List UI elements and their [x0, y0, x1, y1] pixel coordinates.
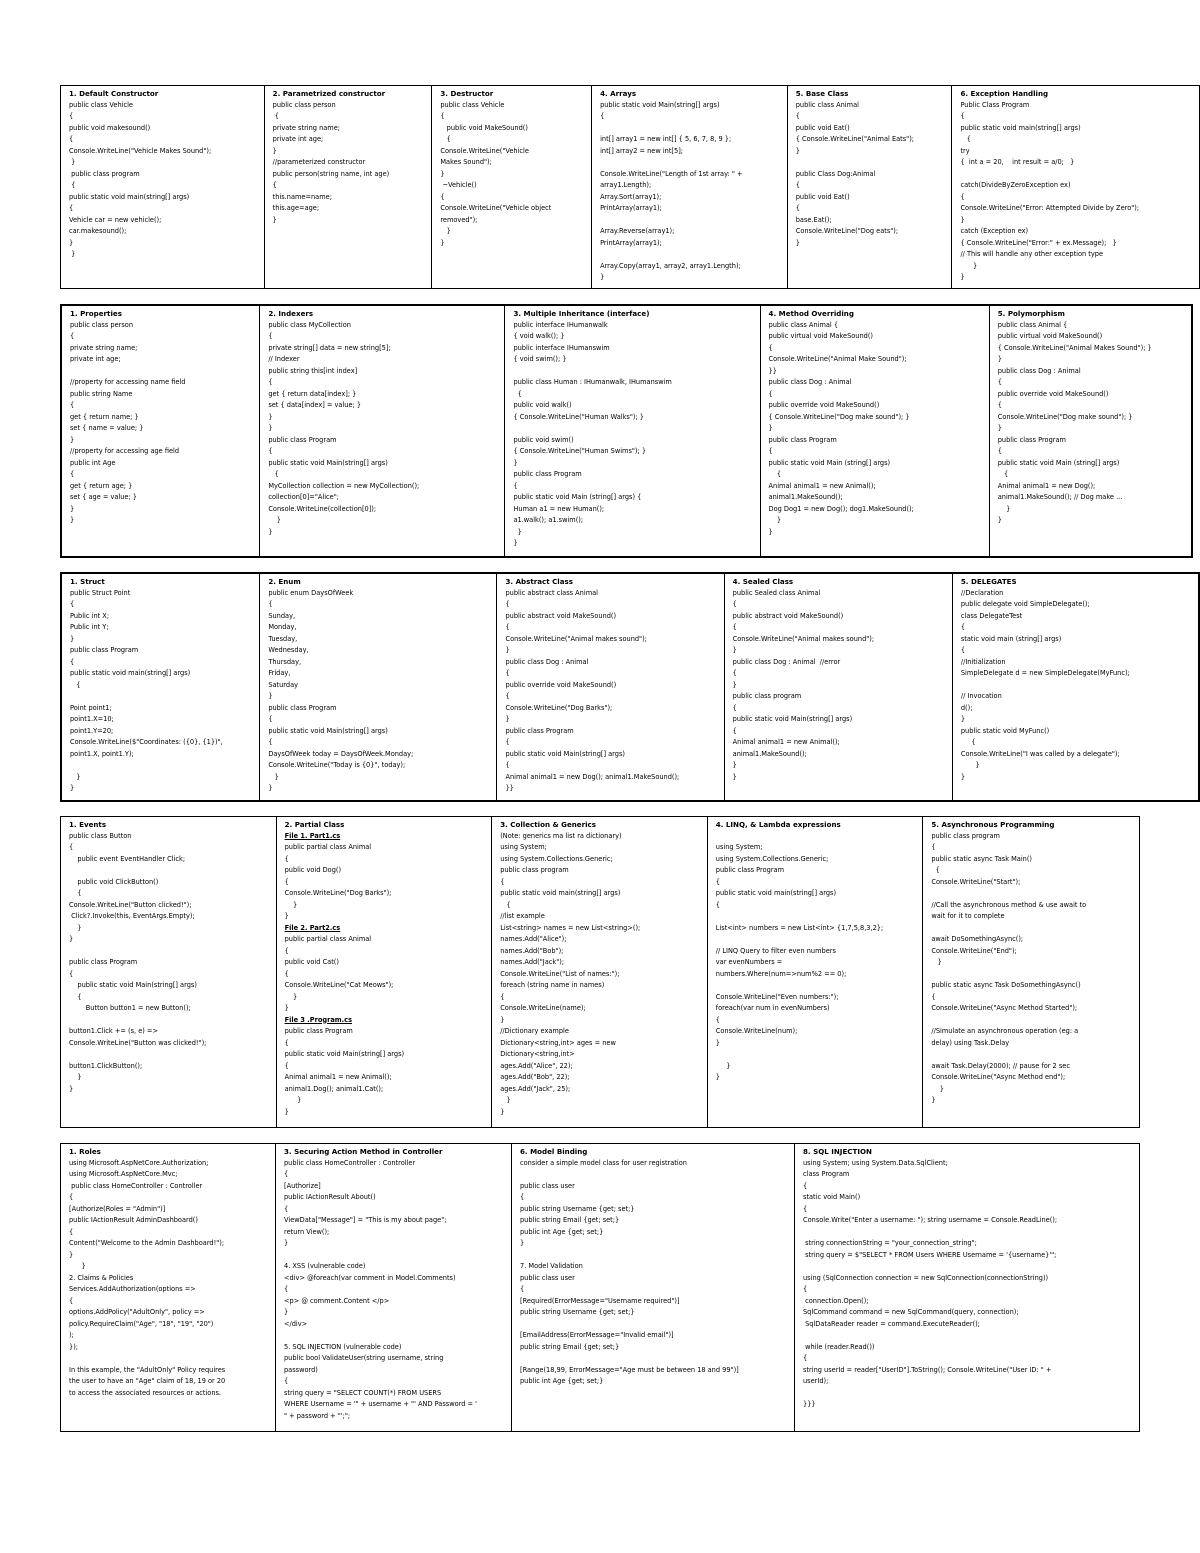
- code-snippet: (Note: generics ma list ra dictionary) using System; using System.Collections.Generic; public class program { public static void main(string[] args) { //list example List<string> names = new List<string>(); names.Add("Alice"); names.Add("Bob"); names.Add("Jack"); Console.WriteLine("List of names:"); foreach (string name in names) { Console.WriteLine(name); } //Dictionary example Dictionary<string,int> ages = new Dictionary<string,int> ages.Add("Alice", 22); ages.Add("Bob", 22); ages.Add("Jack", 25); } }: [500, 831, 641, 1116]
- card-method-overriding: [761, 306, 990, 556]
- card-linq-lambda: [708, 817, 924, 1127]
- code-snippet: public Sealed class Animal { public abstract void MakeSound() { Console.WriteLine("Animal makes sound"); } public class Dog : Animal //error { } public class program { public static void Main(string[] args) { Animal animal1 = new Animal(); animal1.MakeSound(); } }: [732, 588, 875, 781]
- card-model-binding: [512, 1144, 795, 1431]
- card-indexers: [260, 306, 505, 556]
- code-snippet: public class Vehicle { public void makesound() { Console.WriteLine("Vehicle Makes Sound"); } public class program { public static void main(string[] args) { Vehicle car = new vehicle(); car.makesound(); } }: [69, 100, 212, 258]
- card-properties: [62, 306, 260, 556]
- card-title: 4. Method Overriding: [768, 309, 854, 318]
- card-title: 6. Exception Handling: [960, 89, 1049, 98]
- section-row-4: [60, 816, 1140, 1128]
- card-events: [61, 817, 277, 1127]
- card-title: 3. Multiple Inheritance (interface): [513, 309, 650, 318]
- card-title: 1. Events: [69, 820, 107, 829]
- card-title: 3. Collection & Generics: [500, 820, 596, 829]
- code-snippet: public interface IHumanwalk { void walk(); } public interface IHumanswim { void swim(); } public class Human : IHumanwalk, IHumanswim { public void walk() { Console.WriteLine("Human Walks"); } public void swim() { Console.WriteLine("Human Swims"); } } public class Program { public static void Main (string[] args) { Human a1 = new Human(); a1.walk(); a1.swim(); } }: [513, 320, 672, 547]
- card-title: 8. SQL INJECTION: [803, 1147, 872, 1156]
- code-snippet: public class Animal { public virtual void MakeSound() { Console.WriteLine("Animal Make Sound"); }} public class Dog : Animal { public override void MakeSound() { Console.WriteLine("Dog make sound"); } } public class Program { public static void Main (string[] args) { Animal animal1 = new Animal(); animal1.MakeSound(); Dog Dog1 = new Dog(); dog1.MakeSound(); } }: [768, 320, 914, 536]
- code-snippet: using Microsoft.AspNetCore.Authorization; using Microsoft.AspNetCore.Mvc; public class HomeController : Controller { [Authorize(Roles = "Admin")] public IActionResult AdminDashboard() { Content("Welcome to the Admin Dashboard!"); } } 2. Claims & Policies Services.AddAuthorization(options => { options.AddPolicy("AdultOnly", policy => policy.RequireClaim("Age", "18", "19", "20") ); }); In this example, the "AdultOnly" Policy requires the user to have an "Age" claim of 18, 19 or 20 to access the associated resources or actions.: [69, 1158, 226, 1397]
- file-label: File 3 .Program.cs: [284, 1015, 353, 1024]
- section-row-1: [60, 85, 1200, 289]
- card-delegates: [953, 574, 1198, 800]
- card-title: 3. Abstract Class: [505, 577, 573, 586]
- card-title: 5. DELEGATES: [960, 577, 1017, 586]
- code-snippet: Public Class Program { public static void main(string[] args) { try { int a = 20, int result = a/0; } catch(DivideByZeroException ex) { Console.WriteLine("Error: Attempted Divide by Zero"); } catch (Exception ex) { Console.WriteLine("Error:" + ex.Message); } // This will handle any other exception type } }: [960, 100, 1140, 281]
- code-snippet: using System; using System.Collections.Generic; public class Program { public static void main(string[] args) { List<int> numbers = new List<int> {1,7,5,8,3,2}; // LINQ Query to filter even numbers var evenNumbers = numbers.Where(num=>num%2 == 0); Console.WriteLine("Even numbers:"); foreach(var num in evenNumbers) { Console.WriteLine(num); } } }: [715, 843, 884, 1081]
- code-snippet: public class MyCollection { private string[] data = new string[5]; // Indexer public string this[int index] { get { return data[index]; } set { data[index] = value; } } } public class Program { public static void Main(string[] args) { MyCollection collection = new MyCollection(); collection[0]="Alice"; Console.WriteLine(collection[0]); } }: [268, 320, 420, 536]
- code-snippet: public class HomeController : Controller { [Authorize] public IActionResult About() { ViewData["Message"] = "This is my about page"; return View(); } 4. XSS (vulnerable code) <div> @foreach(var comment in Model.Comments) { <p> @ comment.Content </p> } </div> 5. SQL INJECTION (vulnerable code) public bool ValidateUser(string username, string password) { string query = "SELECT COUNT(*) FROM USERS WHERE Username = '" + username + "' AND Password = ' " + password + "';";: [284, 1158, 477, 1420]
- card-exception-handling: [952, 86, 1199, 288]
- code-snippet: public enum DaysOfWeek { Sunday, Monday, Tuesday, Wednesday, Thursday, Friday, Saturday } public class Program { public static void Main(string[] args) { DaysOfWeek today = DaysOfWeek.Monday; Console.WriteLine("Today is {0}", today); } }: [268, 588, 414, 792]
- code-snippet: public partial class Animal { public void Cat() { Console.WriteLine("Cat Meows"); } }: [284, 935, 394, 1012]
- card-title: 1. Default Constructor: [69, 89, 159, 98]
- code-snippet: //Declaration public delegate void SimpleDelegate(); class DelegateTest { static void main (string[] args) { //Initialization SimpleDelegate d = new SimpleDelegate(MyFunc); // Invocation d(); } public static void MyFunc() { Console.WriteLine("I was called by a delegate"); } }: [960, 588, 1130, 781]
- code-snippet: public static void Main(string[] args) { int[] array1 = new int[] { 5, 6, 7, 8, 9 }; int[] array2 = new int[5]; Console.WriteLine("Length of 1st array: " + array1.Length); Array.Sort(array1); PrintArray(array1); Array.Reverse(array1); PrintArray(array1); Array.Copy(array1, array2, array1.Length); }: [600, 100, 743, 281]
- code-snippet: public class Vehicle { public void MakeSound() { Console.WriteLine("Vehicle Makes Sound"); } ~Vehicle() { Console.WriteLine("Vehicle object removed"); } }: [440, 100, 552, 247]
- card-enum: [260, 574, 497, 800]
- card-sealed-class: [725, 574, 953, 800]
- code-snippet: public abstract class Animal { public abstract void MakeSound() { Console.WriteLine("Animal makes sound"); } public class Dog : Animal { public override void MakeSound() { Console.WriteLine("Dog Barks"); } public class Program { public static void Main(string[] args) { Animal animal1 = new Dog(); animal1.MakeSound(); }}: [505, 588, 680, 792]
- card-async-programming: [923, 817, 1139, 1127]
- code-snippet: public class program { public static async Task Main() { Console.WriteLine("Start"); //Call the asynchronous method & use await to wait for it to complete await DoSomethingAsync(); Console.WriteLine("End"); } public static async Task DoSomethingAsync() { Console.WriteLine("Async Method Started"); //Simulate an asynchronous operation (eg: a delay) using Task.Delay await Task.Delay(2000); // pause for 2 sec Console.WriteLine("Async Method end"); } }: [931, 831, 1087, 1104]
- card-multiple-inheritance: [505, 306, 760, 556]
- card-title: 1. Struct: [70, 577, 105, 586]
- code-snippet: consider a simple model class for user registration public class user { public string Username {get; set;} public string Email {get; set;} public int Age {get; set;} } 7. Model Validation public class user { [Required(ErrorMessage="Username required")] public string Username {get; set;} [EmailAddress(ErrorMessage="Invalid email")] public string Email {get; set;} [Range(18,99, ErrorMessage="Age must be between 18 and 99")] public int Age {get; set;}: [520, 1158, 739, 1385]
- card-base-class: [788, 86, 953, 288]
- card-title: 4. Sealed Class: [732, 577, 794, 586]
- card-arrays: [592, 86, 788, 288]
- card-polymorphism: [990, 306, 1191, 556]
- card-collection-generics: [492, 817, 708, 1127]
- section-row-5: [60, 1143, 1140, 1432]
- card-partial-class: [277, 817, 493, 1127]
- card-title: 2. Indexers: [268, 309, 314, 318]
- card-parametrized-constructor: [265, 86, 433, 288]
- card-roles: [61, 1144, 276, 1431]
- card-title: 2. Enum: [268, 577, 301, 586]
- card-destructor: [432, 86, 592, 288]
- code-snippet: public partial class Animal { public void Dog() { Console.WriteLine("Dog Barks"); } }: [284, 843, 392, 920]
- file-label: File 1. Part1.cs: [284, 831, 341, 840]
- card-title: 4. LINQ, & Lambda expressions: [715, 820, 841, 829]
- card-title: 5. Base Class: [795, 89, 849, 98]
- card-sql-injection: [795, 1144, 1138, 1431]
- code-snippet: using System; using System.Data.SqlClient; class Program { static void Main() { Console.Write("Enter a username: "); string username = Console.ReadLine(); string connectionString = "your_connection_string"; string query = $"SELECT * FROM Users WHERE Username = '{username}'"; using (SqlConnection connection = new SqlConnection(connectionString)) { connection.Open(); SqlCommand command = new SqlCommand(query, connection); SqlDataReader reader = command.ExecuteReader(); while (reader.Read()) { string userId = reader["UserID"].ToString(); Console.WriteLine("User ID: " + userId); }}}: [803, 1158, 1058, 1408]
- card-title: 2. Parametrized constructor: [272, 89, 386, 98]
- card-title: 2. Partial Class: [284, 820, 345, 829]
- code-snippet: public class person { private string name; private int age; } //parameterized constructor public person(string name, int age) { this.name=name; this.age=age; }: [272, 100, 390, 224]
- card-title: 3. Securing Action Method in Controller: [284, 1147, 443, 1156]
- card-abstract-class: [497, 574, 724, 800]
- card-title: 1. Properties: [70, 309, 122, 318]
- card-title: 6. Model Binding: [520, 1147, 588, 1156]
- code-snippet: public class Program { public static void Main(string[] args) { Animal animal1 = new Animal(); animal1.Dog(); animal1.Cat(); } }: [284, 1027, 405, 1116]
- section-row-3: [60, 572, 1200, 802]
- card-title: 3. Destructor: [440, 89, 494, 98]
- card-title: 5. Polymorphism: [997, 309, 1065, 318]
- code-snippet: public class Animal { public void Eat() { Console.WriteLine("Animal Eats"); } public Class Dog:Animal { public void Eat() { base.Eat(); Console.WriteLine("Dog eats"); }: [795, 100, 915, 247]
- card-default-constructor: [61, 86, 265, 288]
- code-snippet: public class Animal { public virtual void MakeSound() { Console.WriteLine("Animal Makes Sound"); } } public class Dog : Animal { public override void MakeSound() { Console.WriteLine("Dog make sound"); } } public class Program { public static void Main (string[] args) { Animal animal1 = new Dog(); animal1.MakeSound(); // Dog make ... } }: [997, 320, 1152, 524]
- card-struct: [62, 574, 260, 800]
- card-title: 4. Arrays: [600, 89, 637, 98]
- file-label: File 2. Part2.cs: [284, 923, 341, 932]
- card-securing-action: [276, 1144, 512, 1431]
- code-snippet: public class Button { public event EventHandler Click; public void ClickButton() { Console.WriteLine("Button clicked!"); Click?.Invoke(this, EventArgs.Empty); } } public class Program { public static void Main(string[] args) { Button button1 = new Button(); button1.Click += (s, e) => Console.WriteLine("Button was clicked!"); button1.ClickButton(); } }: [69, 831, 207, 1093]
- card-title: 1. Roles: [69, 1147, 101, 1156]
- card-title: 5. Asynchronous Programming: [931, 820, 1055, 829]
- code-snippet: public Struct Point { Public int X; Public int Y; } public class Program { public static void main(string[] args) { Point point1; point1.X=10; point1.Y=20; Console.WriteLine($"Coordinates: ({0}, {1})", point1.X, point1.Y); } }: [70, 588, 223, 792]
- code-snippet: public class person { private string name; private int age; //property for accessing name field public string Name { get { return name; } set { name = value; } } //property for accessing age field public int Age { get { return age; } set { age = value; } } }: [70, 320, 186, 524]
- section-row-2: [60, 304, 1193, 558]
